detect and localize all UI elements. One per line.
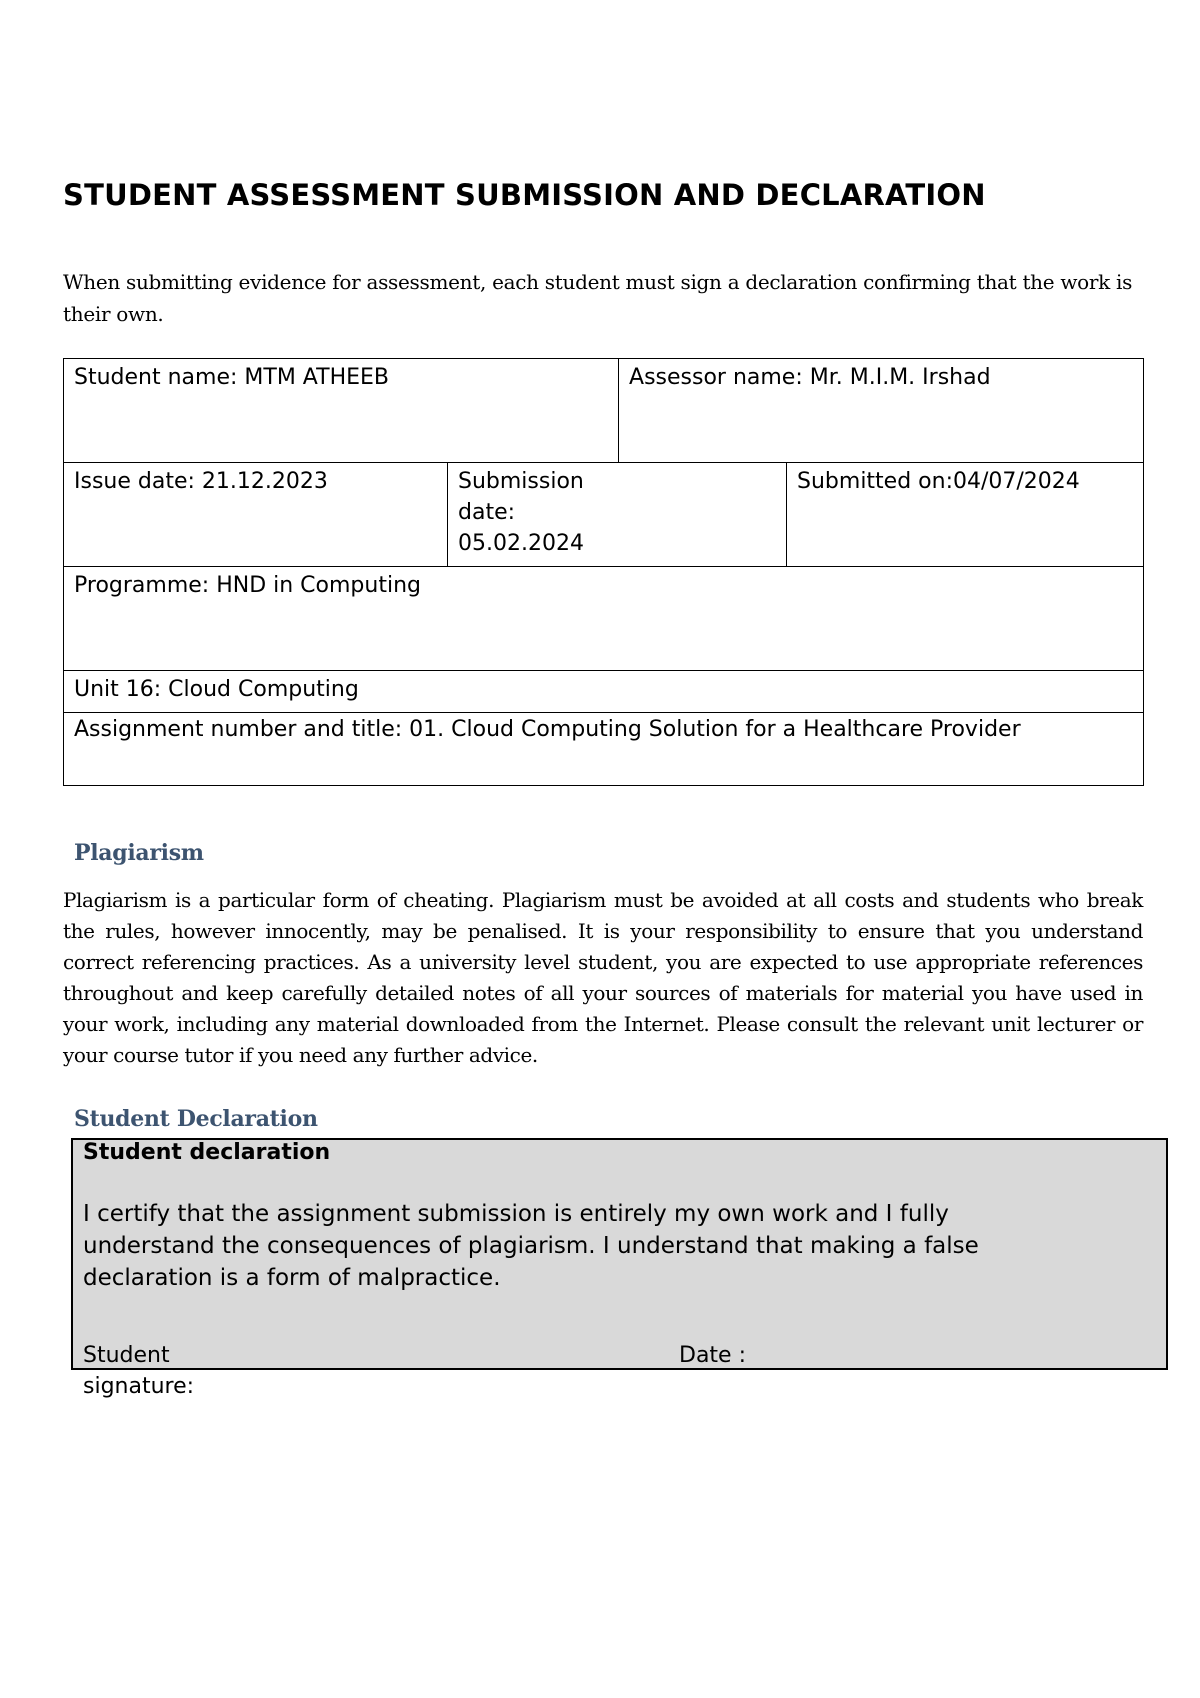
student-name-cell: Student name: MTM ATHEEB xyxy=(64,359,619,463)
submission-date-label: Submission date: xyxy=(458,469,584,525)
page-title: STUDENT ASSESSMENT SUBMISSION AND DECLARATION xyxy=(63,178,986,212)
plagiarism-heading: Plagiarism xyxy=(74,840,204,866)
programme-cell: Programme: HND in Computing xyxy=(64,567,1144,671)
issue-date-cell: Issue date: 21.12.2023 xyxy=(64,463,448,567)
submission-date-cell xyxy=(448,463,787,567)
assessor-name-cell: Assessor name: Mr. M.I.M. Irshad xyxy=(619,359,1144,463)
table-row xyxy=(64,463,1144,567)
declaration-statement: I certify that the assignment submission is entirely my own work and I fully understand the consequences of plagiarism. I understand that making a false declaration is a form of malpractice. xyxy=(83,1201,979,1291)
table-row xyxy=(64,713,1144,786)
table-row xyxy=(64,671,1144,713)
table-row xyxy=(64,359,1144,463)
table-row xyxy=(64,567,1144,671)
student-signature-label: Student signature: xyxy=(83,1343,195,1399)
submission-info-table xyxy=(63,358,1144,786)
intro-paragraph: When submitting evidence for assessment, each student must sign a declaration confirming that the work is their own. xyxy=(63,270,1133,326)
date-label: Date : xyxy=(679,1343,746,1368)
plagiarism-paragraph: Plagiarism is a particular form of cheating. Plagiarism must be avoided at all costs and students who break the rules, however innocently, may be penalised. It is your responsibility to ensure that you understand correct referencing practices. As a university level student, you are expected to use appropriate references throughout and keep carefully detailed notes of all your sources of materials for material you have used in your work, including any material downloaded from the Internet. Please consult the relevant unit lecturer or your course tutor if you need any further advice. xyxy=(63,888,1143,1067)
assignment-cell: Assignment number and title: 01. Cloud Computing Solution for a Healthcare Provider xyxy=(64,713,1144,786)
submitted-on-cell: Submitted on:04/07/2024 xyxy=(787,463,1144,567)
unit-cell: Unit 16: Cloud Computing xyxy=(64,671,1144,713)
declaration-box-title: Student declaration xyxy=(83,1140,331,1165)
submission-date-value: 05.02.2024 xyxy=(458,531,584,556)
student-declaration-heading: Student Declaration xyxy=(74,1106,318,1132)
